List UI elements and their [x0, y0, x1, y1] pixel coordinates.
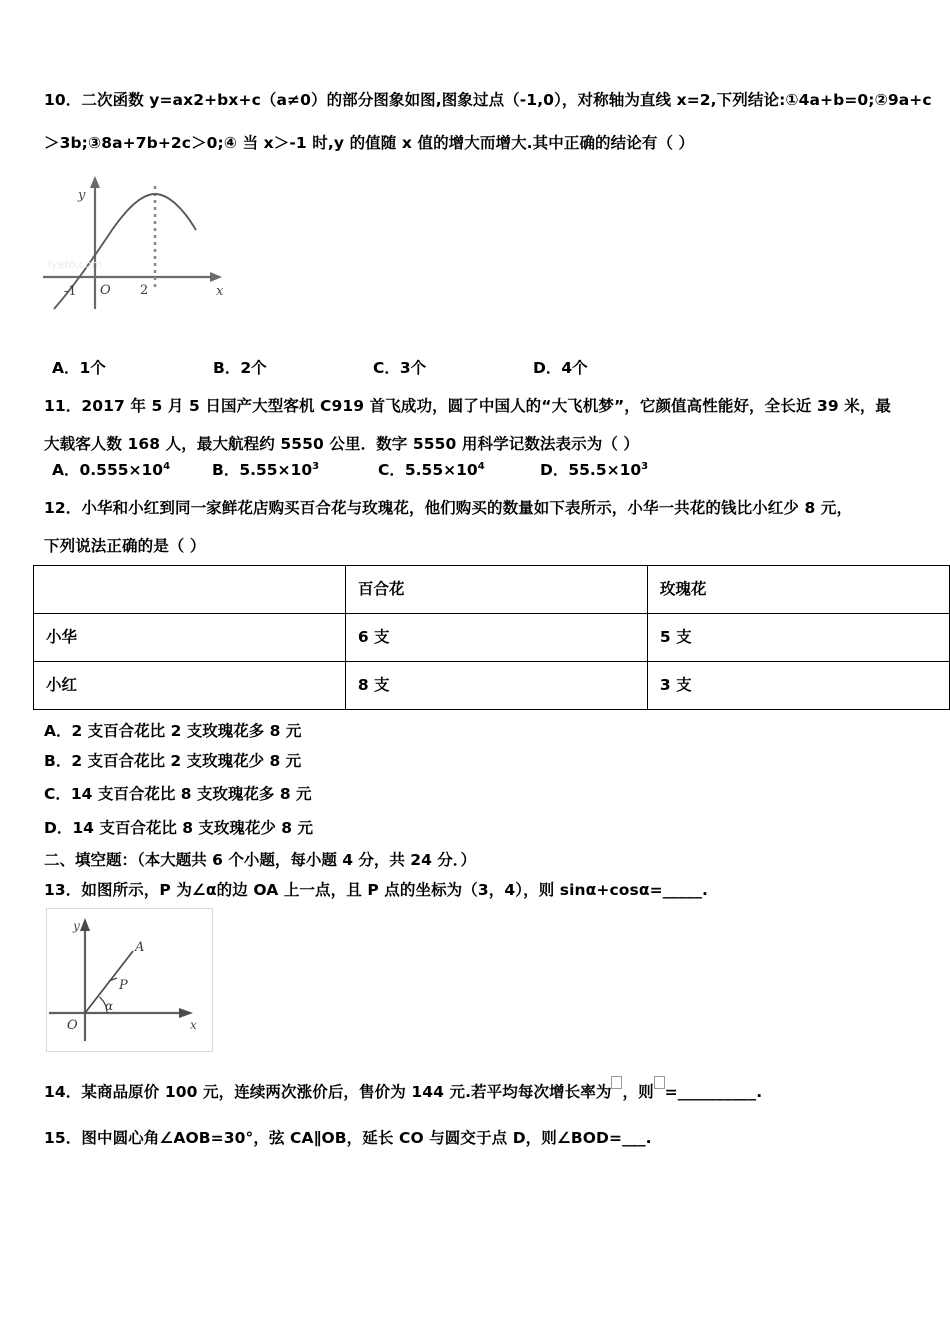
table-header-lily: 百合花 — [345, 566, 647, 614]
question-11-option-d[interactable] — [540, 458, 648, 480]
question-14-prefix: 14．某商品原价 100 元，连续两次涨价后，售价为 144 元.若平均每次增长率为 — [44, 1083, 612, 1101]
flower-quantity-table — [33, 565, 950, 710]
svg-text:O: O — [67, 1018, 78, 1033]
svg-text:O: O — [100, 283, 111, 298]
question-15-text: 15．图中圆心角∠AOB=30°，弦 CA∥OB，延长 CO 与圆交于点 D，则∠BOD=___. — [44, 1129, 652, 1147]
missing-character-box-icon — [611, 1076, 622, 1089]
question-10-option-d[interactable]: D．4个 — [533, 359, 588, 377]
question-11-option-b-exponent: 3 — [312, 460, 320, 472]
question-12-line-1: 12．小华和小红到同一家鲜花店购买百合花与玫瑰花，他们购买的数量如下表所示，小华一共花的钱比小红少 8 元， — [44, 499, 853, 517]
question-11-option-b-text: B．5.55×10 — [212, 461, 313, 479]
question-10-option-c[interactable]: C．3个 — [373, 359, 427, 377]
question-11-option-a-exponent: 4 — [163, 460, 171, 472]
question-11-option-d-exponent: 3 — [641, 460, 649, 472]
question-13-figure — [46, 908, 213, 1052]
question-14-mid: ，则 — [622, 1083, 654, 1101]
table-row — [34, 614, 950, 662]
question-11-option-c-text: C．5.55×10 — [378, 461, 478, 479]
svg-text:lyeto.com: lyeto.com — [48, 258, 103, 271]
table-cell-xiaohua-lily: 6 支 — [345, 614, 647, 662]
question-14-suffix: =__________. — [664, 1083, 763, 1101]
svg-text:A: A — [135, 940, 145, 955]
table-cell-xiaohua-rose: 5 支 — [647, 614, 949, 662]
question-10-line-1: 10．二次函数 y=ax2+bx+c（a≠0）的部分图象如图,图象过点（-1,0），对称轴为直线 x=2,下列结论:①4a+b=0;②9a+c — [44, 91, 932, 109]
svg-text:-1: -1 — [64, 284, 77, 299]
section-2-heading: 二、填空题：（本大题共 6 个小题，每小题 4 分，共 24 分．） — [44, 851, 477, 869]
table-row — [34, 662, 950, 710]
question-10-figure — [40, 168, 230, 313]
question-10-line-2: ＞3b;③8a+7b+2c＞0;④ 当 x＞-1 时,y 的值随 x 值的增大而增大.其中正确的结论有（ ） — [44, 134, 695, 152]
table-header-row — [34, 566, 950, 614]
table-header-blank — [34, 566, 346, 614]
svg-text:y: y — [73, 919, 80, 933]
table-cell-xiaohong-rose: 3 支 — [647, 662, 949, 710]
svg-text:α: α — [105, 999, 114, 1013]
question-12-line-2: 下列说法正确的是（ ） — [44, 537, 206, 555]
question-12-option-d[interactable]: D．14 支百合花比 8 支玫瑰花少 8 元 — [44, 819, 313, 837]
svg-text:x: x — [216, 284, 224, 299]
table-header-rose: 玫瑰花 — [647, 566, 949, 614]
question-11-option-c[interactable] — [378, 458, 485, 480]
question-11-line-1: 11．2017 年 5 月 5 日国产大型客机 C919 首飞成功，圆了中国人的“大飞机梦”，它颜值高性能好，全长近 39 米，最 — [44, 397, 892, 415]
question-13-text: 13．如图所示，P 为∠α的边 OA 上一点，且 P 点的坐标为（3，4），则 sinα+cosα=_____. — [44, 881, 708, 899]
question-10-option-a[interactable]: A．1个 — [52, 359, 106, 377]
question-12-option-b[interactable]: B．2 支百合花比 2 支玫瑰花少 8 元 — [44, 752, 302, 770]
svg-text:x: x — [190, 1018, 197, 1032]
question-12-option-a[interactable]: A．2 支百合花比 2 支玫瑰花多 8 元 — [44, 722, 302, 740]
table-cell-xiaohong-lily: 8 支 — [345, 662, 647, 710]
table-cell-name-xiaohong: 小红 — [34, 662, 346, 710]
question-11-option-b[interactable] — [212, 458, 319, 480]
question-11-option-a[interactable] — [52, 458, 170, 480]
question-11-option-a-text: A．0.555×10 — [52, 461, 164, 479]
question-10-option-b[interactable]: B．2个 — [213, 359, 267, 377]
svg-text:y: y — [78, 188, 86, 203]
question-11-line-2: 大载客人数 168 人，最大航程约 5550 公里．数字 5550 用科学记数法表示为（ ） — [44, 435, 640, 453]
svg-text:2: 2 — [140, 283, 149, 298]
question-11-option-c-exponent: 4 — [477, 460, 485, 472]
question-11-option-d-text: D．55.5×10 — [540, 461, 642, 479]
missing-character-box-icon — [654, 1076, 665, 1089]
question-12-option-c[interactable]: C．14 支百合花比 8 支玫瑰花多 8 元 — [44, 785, 312, 803]
svg-text:P: P — [119, 978, 128, 993]
question-14-text — [44, 1072, 904, 1112]
table-cell-name-xiaohua: 小华 — [34, 614, 346, 662]
